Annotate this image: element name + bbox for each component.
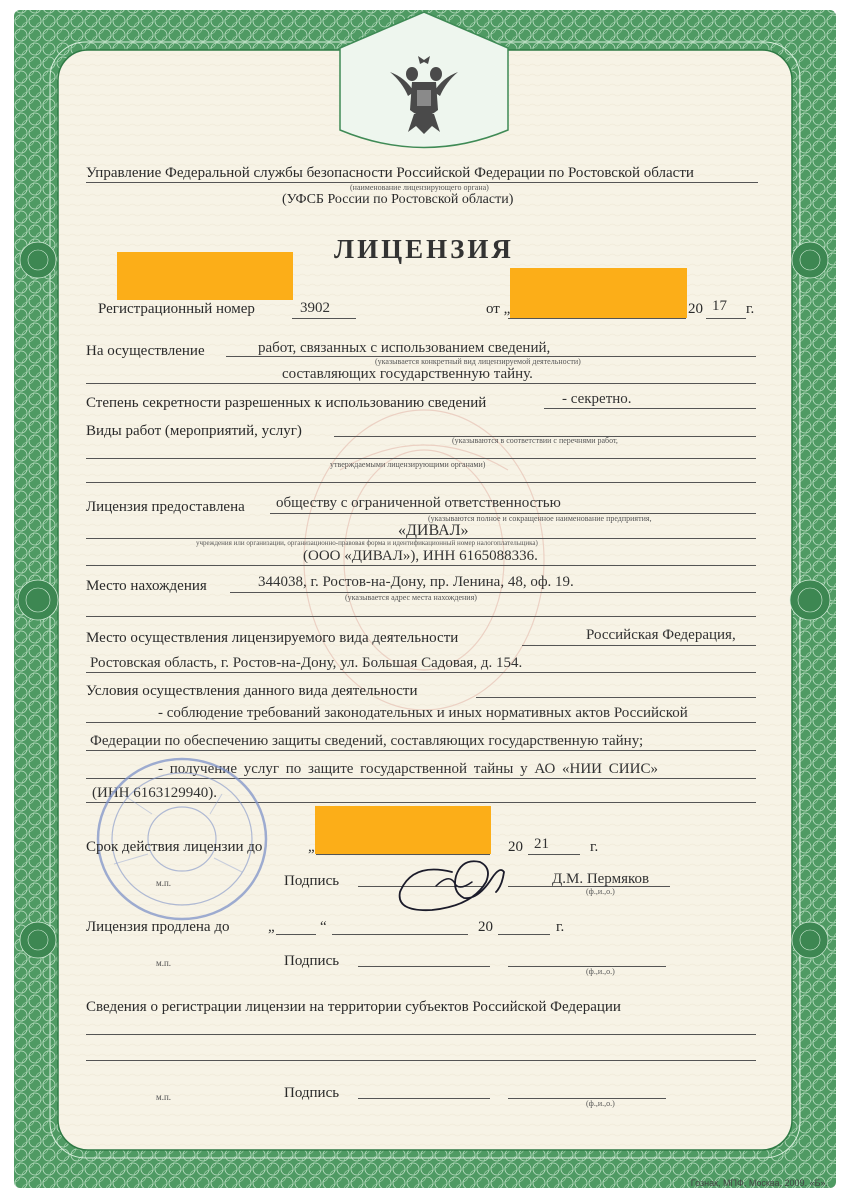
double-headed-eagle-icon bbox=[384, 52, 464, 138]
registration-from-label: от „ bbox=[486, 301, 511, 317]
redaction-mark bbox=[315, 806, 491, 854]
licensee-caption-2: учреждения или организации, организационно-правовая форма и идентификационный номер налогоплательщика) bbox=[196, 539, 538, 547]
licensee-label: Лицензия предоставлена bbox=[86, 499, 245, 515]
field-line bbox=[86, 750, 756, 751]
activity-line-2: составляющих государственную тайну. bbox=[282, 366, 533, 382]
signature-label: Подпись bbox=[284, 953, 340, 969]
licensee-line-1: обществу с ограниченной ответственностью bbox=[276, 495, 561, 511]
activity-place-label: Место осуществления лицензируемого вида деятельности bbox=[86, 630, 459, 646]
field-line bbox=[332, 934, 468, 935]
registration-number-label: Регистрационный номер bbox=[98, 301, 255, 317]
field-line bbox=[86, 1060, 756, 1061]
seal-place-label: м.п. bbox=[156, 878, 172, 888]
field-line bbox=[276, 934, 316, 935]
licensee-line-3: (ООО «ДИВАЛ»), ИНН 6165088336. bbox=[303, 548, 538, 564]
activity-place-line-1: Российская Федерация, bbox=[586, 627, 736, 643]
activity-caption: (указывается конкретный вид лицензируемой деятельности) bbox=[375, 357, 581, 366]
works-caption-2: утверждаемыми лицензирующими органами) bbox=[330, 460, 486, 469]
activity-place-line-2: Ростовская область, г. Ростов-на-Дону, ул. Большая Садовая, д. 154. bbox=[90, 655, 523, 671]
conditions-line-3: - получение услуг по защите государственной тайны у АО «НИИ СИИС» bbox=[158, 761, 658, 777]
authority-caption: (наименование лицензирующего органа) bbox=[350, 183, 489, 192]
field-line bbox=[522, 645, 756, 646]
field-line bbox=[358, 966, 490, 967]
seal-place-label: м.п. bbox=[156, 958, 172, 968]
handwritten-signature-icon bbox=[392, 852, 510, 916]
field-line bbox=[544, 408, 756, 409]
extended-quote-open: „ bbox=[268, 919, 275, 935]
licensee-caption-1: (указываются полное и сокращенное наименование предприятия, bbox=[428, 514, 652, 523]
field-line bbox=[528, 854, 580, 855]
field-line bbox=[476, 697, 756, 698]
validity-year: 21 bbox=[534, 836, 549, 852]
conditions-label: Условия осуществления данного вида деятельности bbox=[86, 683, 418, 699]
redaction-mark bbox=[510, 268, 687, 318]
field-line bbox=[86, 672, 756, 673]
field-line bbox=[230, 592, 756, 593]
field-line bbox=[86, 616, 756, 617]
field-line bbox=[86, 458, 756, 459]
works-label: Виды работ (мероприятий, услуг) bbox=[86, 423, 302, 439]
location-caption: (указывается адрес места нахождения) bbox=[345, 593, 477, 602]
signatory-caption: (ф.,и.,о.) bbox=[586, 967, 615, 976]
works-caption-1: (указываются в соответствии с перечнями работ, bbox=[452, 436, 618, 445]
signatory-caption: (ф.,и.,о.) bbox=[586, 1099, 615, 1108]
extended-year-suffix: г. bbox=[556, 919, 565, 935]
signatory-caption: (ф.,и.,о.) bbox=[586, 887, 615, 896]
authority-name: Управление Федеральной службы безопасности Российской Федерации по Ростовской области bbox=[86, 165, 694, 181]
extended-quote-close: “ bbox=[320, 919, 327, 935]
signature-label: Подпись bbox=[284, 1085, 340, 1101]
registration-year: 17 bbox=[712, 298, 727, 314]
registration-year-prefix: 20 bbox=[688, 301, 703, 317]
registration-number-value: 3902 bbox=[300, 300, 330, 316]
licensee-line-2: «ДИВАЛ» bbox=[398, 522, 469, 539]
conditions-line-4: (ИНН 6163129940). bbox=[92, 785, 217, 801]
field-line bbox=[86, 1034, 756, 1035]
activity-label: На осуществление bbox=[86, 343, 205, 359]
location-value: 344038, г. Ростов-на-Дону, пр. Ленина, 48, оф. 19. bbox=[258, 574, 574, 590]
validity-label: Срок действия лицензии до bbox=[86, 839, 263, 855]
field-line bbox=[706, 318, 746, 319]
extended-year-prefix: 20 bbox=[478, 919, 493, 935]
secrecy-label: Степень секретности разрешенных к использованию сведений bbox=[86, 395, 487, 411]
field-line bbox=[292, 318, 356, 319]
field-line bbox=[508, 318, 686, 319]
signatory-name: Д.М. Пермяков bbox=[552, 871, 650, 887]
validity-year-suffix: г. bbox=[590, 839, 599, 855]
validity-year-prefix: 20 bbox=[508, 839, 523, 855]
field-line bbox=[86, 722, 756, 723]
printer-imprint: Гознак, МПФ, Москва, 2009. «Б». bbox=[690, 1178, 828, 1188]
signature-label: Подпись bbox=[284, 873, 340, 889]
secrecy-value: - секретно. bbox=[562, 391, 632, 407]
conditions-line-2: Федерации по обеспечению защиты сведений, составляющих государственную тайну; bbox=[90, 733, 644, 749]
seal-place-label: м.п. bbox=[156, 1092, 172, 1102]
authority-short-name: (УФСБ России по Ростовской области) bbox=[282, 192, 514, 207]
field-line bbox=[498, 934, 550, 935]
validity-quote: „ bbox=[308, 839, 315, 855]
redaction-mark bbox=[117, 252, 293, 300]
extended-label: Лицензия продлена до bbox=[86, 919, 230, 935]
regions-label: Сведения о регистрации лицензии на территории субъектов Российской Федерации bbox=[86, 999, 621, 1015]
registration-year-suffix: г. bbox=[746, 301, 755, 317]
location-label: Место нахождения bbox=[86, 578, 207, 594]
field-line bbox=[86, 383, 756, 384]
field-line bbox=[86, 482, 756, 483]
conditions-line-1: - соблюдение требований законодательных и иных нормативных актов Российской bbox=[158, 705, 688, 721]
activity-line-1: работ, связанных с использованием сведений, bbox=[258, 340, 551, 356]
field-line bbox=[86, 565, 756, 566]
document-title: ЛИЦЕНЗИЯ bbox=[334, 234, 514, 264]
field-line bbox=[358, 1098, 490, 1099]
